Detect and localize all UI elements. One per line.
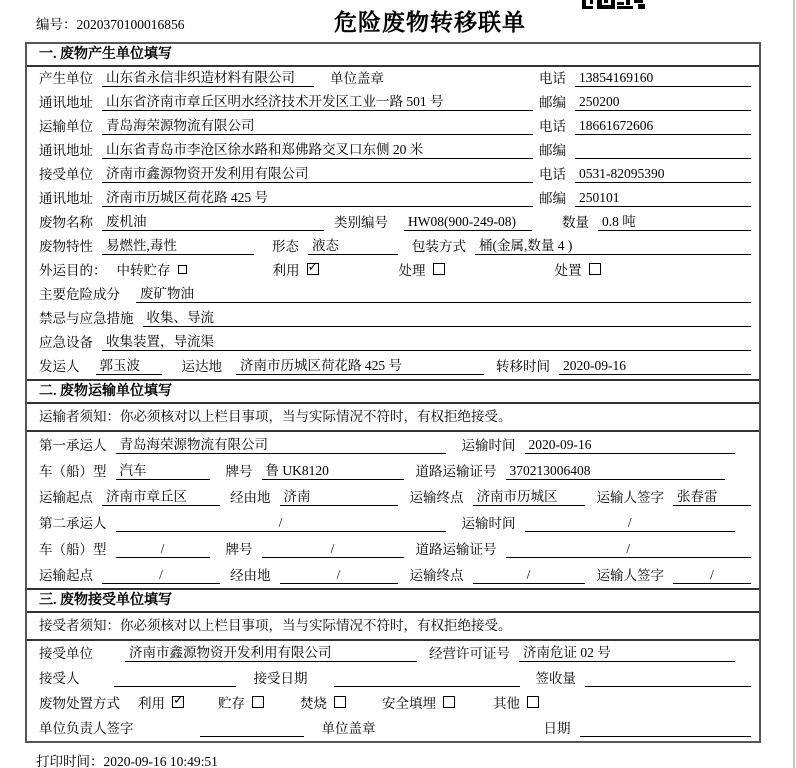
via1-label: 经由地: [230, 490, 271, 505]
via2-value: /: [280, 567, 398, 584]
transfer-purpose-row: [27, 259, 759, 283]
unit-seal-label: 单位盖章: [321, 721, 376, 736]
sign1-value: 张春雷: [673, 485, 751, 506]
disposal-option-store: [218, 692, 264, 712]
vehicle1-value: 汽车: [116, 459, 210, 480]
disposal-option-utilize-label: 利用: [138, 696, 165, 711]
waste-character-row: [27, 235, 759, 259]
waste-character-value: 易燃性,毒性: [102, 234, 254, 255]
emergency-equipment-label: 应急设备: [39, 335, 93, 350]
print-time: [36, 750, 218, 768]
disposal-option-utilize: [138, 692, 184, 712]
vehicle2-value: /: [116, 541, 210, 558]
first-carrier-label: 第一承运人: [39, 438, 107, 453]
waste-name-row: [27, 211, 759, 235]
receiver-notice: 接受者须知：你必须核对以上栏目事项，当与实际情况不符时，有权拒绝接受。: [27, 613, 759, 641]
vehicle2-label: 车（船）型: [39, 542, 107, 557]
transporter-address-label: 通讯地址: [39, 143, 93, 158]
waste-name-value: 废机油: [102, 210, 324, 231]
purpose-option-utilize: [273, 259, 319, 279]
purpose-option-utilize-checkbox-icon: [307, 263, 319, 275]
vehicle2-row: [27, 536, 759, 562]
form-state-label: 形态: [272, 239, 299, 254]
receiver-phone-label: 电话: [539, 167, 566, 182]
producer-address-row: [27, 91, 759, 115]
receiver-phone-value: 0531-82095390: [575, 166, 751, 183]
purpose-option-treat: [399, 259, 445, 279]
consignor-row: [27, 355, 759, 379]
receiver-value: 济南市鑫源物资开发利用有限公司: [102, 162, 533, 183]
via2-label: 经由地: [230, 568, 271, 583]
sign1-label: 运输人签字: [596, 490, 664, 505]
serial-label: 编号：: [36, 17, 77, 32]
producer-row: [27, 67, 759, 91]
print-time-value: 2020-09-16 10:49:51: [103, 754, 218, 768]
permit-label: 经营许可证号: [429, 646, 510, 661]
permit-value: 济南危证 02 号: [519, 641, 735, 662]
sign2-value: /: [673, 567, 751, 584]
producer-value: 山东省永信非织造材料有限公司: [102, 66, 314, 87]
end2-value: /: [473, 567, 585, 584]
origin1-label: 运输起点: [39, 490, 93, 505]
plate2-label: 牌号: [225, 542, 253, 557]
signed-amount-value: [585, 686, 751, 687]
origin2-value: /: [102, 567, 220, 584]
disposal-option-store-label: 贮存: [218, 696, 245, 711]
road-license2-label: 道路运输证号: [415, 542, 497, 557]
transport-time2-value: /: [525, 515, 736, 532]
emergency-equipment-value: 收集装置，导流渠: [102, 330, 751, 351]
sign2-label: 运输人签字: [596, 568, 664, 583]
purpose-option-dispose-checkbox-icon: [589, 263, 601, 275]
via1-value: 济南: [280, 485, 398, 506]
first-carrier-value: 青岛海荣源物流有限公司: [116, 433, 446, 454]
purpose-option-dispose: [555, 259, 601, 279]
packing-value: 桶(金属,数量 4 ): [475, 234, 751, 255]
plate2-value: /: [262, 541, 404, 558]
transporter-row: [27, 115, 759, 139]
transport-time2-label: 运输时间: [461, 516, 516, 531]
page-right-edge-line: [793, 0, 795, 768]
producer-zip-value: 250200: [575, 94, 751, 111]
signed-amount-label: 签收量: [535, 671, 576, 686]
receiver-row: [27, 163, 759, 187]
quantity-value: 0.8 吨: [598, 210, 751, 231]
receiver-zip-label: 邮编: [539, 191, 566, 206]
category-value: HW08(900-249-08): [404, 214, 532, 231]
end1-value: 济南市历城区: [473, 485, 585, 506]
receiver-address-label: 通讯地址: [39, 191, 93, 206]
transfer-form: [25, 42, 761, 743]
disposal-option-landfill: [382, 692, 455, 712]
second-carrier-value: /: [116, 515, 446, 532]
disposal-option-incinerate-label: 焚烧: [300, 696, 327, 711]
purpose-option-treat-label: 处理: [398, 263, 426, 278]
vehicle1-label: 车（船）型: [39, 464, 107, 479]
form-state-value: 液态: [308, 234, 398, 255]
section1-header: 一. 废物产生单位填写: [27, 44, 759, 67]
consignor-value: 郭玉波: [96, 354, 162, 375]
section-receiver: [27, 588, 759, 741]
emergency-measures-value: 收集、导流: [143, 306, 752, 327]
waste-character-label: 废物特性: [39, 239, 93, 254]
hazard-component-label: 主要危险成分: [39, 287, 120, 302]
receiver-label: 接受单位: [39, 167, 93, 182]
emergency-equipment-row: [27, 331, 759, 355]
first-carrier-row: [27, 432, 759, 458]
transporter-zip-label: 邮编: [539, 143, 566, 158]
road-license1-label: 道路运输证号: [415, 464, 497, 479]
responsible-sign-value: [200, 736, 304, 737]
responsible-sign-label: 单位负责人签字: [39, 721, 134, 736]
emergency-measures-label: 禁忌与应急措施: [39, 311, 134, 326]
producer-label: 产生单位: [39, 71, 93, 86]
accept-unit-label: 接受单位: [39, 646, 93, 661]
qr-code-fragment-icon: [582, 0, 648, 10]
plate1-value: 鲁 UK8120: [262, 459, 404, 480]
transporter-address-value: 山东省青岛市李沧区徐水路和郑佛路交叉口东侧 20 米: [102, 138, 533, 159]
transfer-time-label: 转移时间: [496, 359, 550, 374]
transport-time1-value: 2020-09-16: [525, 437, 736, 454]
disposal-option-landfill-label: 安全填埋: [382, 696, 436, 711]
accept-date-label: 接受日期: [253, 671, 308, 686]
seal-date-label: 日期: [543, 721, 571, 736]
receiver-zip-value: 250101: [575, 190, 751, 207]
serial-value: 2020370100016856: [76, 17, 185, 32]
recipient-label: 接受人: [39, 671, 80, 686]
hazard-component-row: [27, 283, 759, 307]
transporter-notice: 运输者须知：你必须核对以上栏目事项，当与实际情况不符时，有权拒绝接受。: [27, 404, 759, 432]
end1-label: 运输终点: [409, 490, 464, 505]
producer-address-value: 山东省济南市章丘区明水经济技术开发区工业一路 501 号: [102, 90, 533, 111]
print-time-label: 打印时间：: [36, 754, 104, 768]
accept-unit-value: 济南市鑫源物资开发利用有限公司: [125, 641, 417, 662]
route1-row: [27, 484, 759, 510]
producer-phone-value: 13854169160: [575, 70, 751, 87]
route2-row: [27, 562, 759, 588]
transport-time1-label: 运输时间: [461, 438, 516, 453]
responsible-sign-row: [27, 716, 759, 741]
accept-unit-row: [27, 641, 759, 666]
packing-label: 包装方式: [412, 239, 466, 254]
second-carrier-row: [27, 510, 759, 536]
destination-label: 运达地: [181, 359, 222, 374]
purpose-option-utilize-label: 利用: [272, 263, 300, 278]
emergency-measures-row: [27, 307, 759, 331]
receiver-address-value: 济南市历城区荷花路 425 号: [102, 186, 533, 207]
disposal-option-other-label: 其他: [493, 696, 520, 711]
category-label: 类别编号: [334, 215, 388, 230]
destination-value: 济南市历城区荷花路 425 号: [236, 354, 484, 375]
transporter-phone-label: 电话: [539, 119, 566, 134]
vehicle1-row: [27, 458, 759, 484]
disposal-option-incinerate: [300, 692, 346, 712]
road-license2-value: /: [506, 541, 752, 558]
purpose-option-treat-checkbox-icon: [433, 263, 445, 275]
transporter-zip-value: [575, 158, 751, 159]
section3-header: 三. 废物接受单位填写: [27, 590, 759, 613]
transporter-address-row: [27, 139, 759, 163]
hazard-component-value: 废矿物油: [136, 282, 751, 303]
end2-label: 运输终点: [409, 568, 464, 583]
second-carrier-label: 第二承运人: [39, 516, 107, 531]
purpose-option-transfer-storage-label: 中转贮存: [116, 263, 171, 278]
purpose-option-transfer-storage: [117, 259, 187, 279]
transfer-purpose-label: 外运目的：: [39, 263, 107, 278]
section-transporter: [27, 379, 759, 588]
origin2-label: 运输起点: [39, 568, 93, 583]
disposal-option-other: [493, 692, 539, 712]
producer-seal-label: 单位盖章: [330, 71, 384, 86]
section2-header: 二. 废物运输单位填写: [27, 381, 759, 404]
purpose-option-transfer-storage-checkbox-icon: [178, 265, 187, 274]
transporter-phone-value: 18661672606: [575, 118, 751, 135]
producer-zip-label: 邮编: [539, 95, 566, 110]
transfer-time-value: 2020-09-16: [559, 358, 751, 375]
producer-address-label: 通讯地址: [39, 95, 93, 110]
consignor-label: 发运人: [39, 359, 80, 374]
section-producer: [27, 44, 759, 379]
disposal-option-other-checkbox-icon: [527, 696, 539, 708]
recipient-value: [114, 686, 236, 687]
origin1-value: 济南市章丘区: [102, 485, 220, 506]
producer-phone-label: 电话: [539, 71, 566, 86]
receiver-address-row: [27, 187, 759, 211]
recipient-row: [27, 666, 759, 691]
road-license1-value: 370213006408: [506, 463, 726, 480]
seal-date-value: [580, 736, 752, 737]
disposal-option-store-checkbox-icon: [252, 696, 264, 708]
accept-date-value: [334, 686, 520, 687]
disposal-option-landfill-checkbox-icon: [443, 696, 455, 708]
purpose-option-dispose-label: 处置: [554, 263, 582, 278]
disposal-option-incinerate-checkbox-icon: [334, 696, 346, 708]
disposal-method-label: 废物处置方式: [39, 696, 120, 711]
quantity-label: 数量: [562, 215, 589, 230]
waste-name-label: 废物名称: [39, 215, 93, 230]
disposal-option-utilize-checkbox-icon: [172, 696, 184, 708]
serial-number: [36, 13, 185, 33]
page-title: 危险废物转移联单: [334, 10, 526, 35]
disposal-method-row: [27, 691, 759, 716]
transporter-label: 运输单位: [39, 119, 93, 134]
plate1-label: 牌号: [225, 464, 253, 479]
transporter-value: 青岛海荣源物流有限公司: [102, 114, 533, 135]
